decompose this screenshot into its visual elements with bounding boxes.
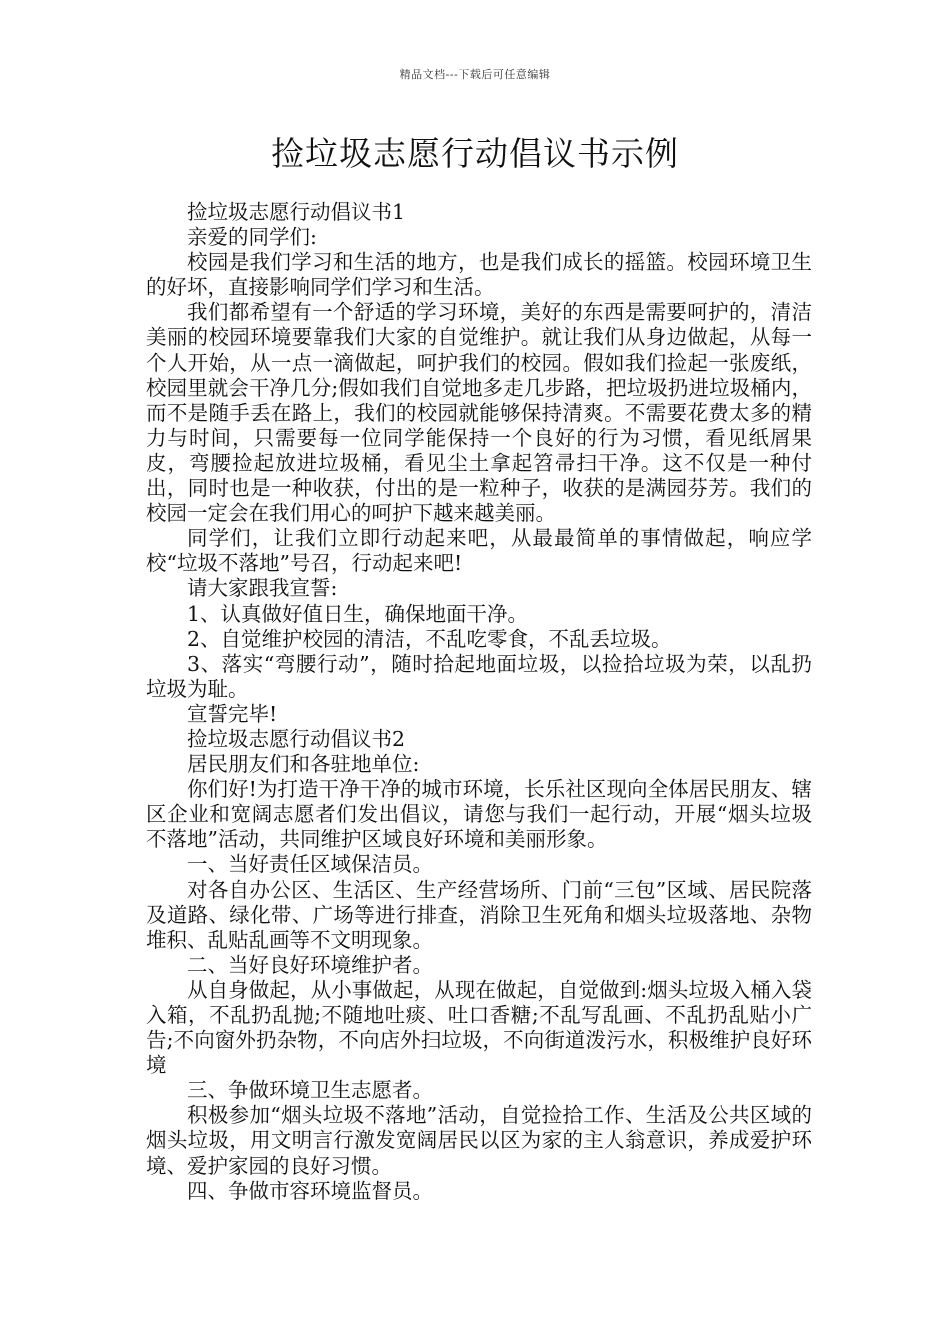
paragraph: 校园是我们学习和生活的地方，也是我们成长的摇篮。校园环境卫生的好坏，直接影响同学们学习和生活。 [146,250,812,300]
document-title: 捡垃圾志愿行动倡议书示例 [271,134,679,173]
paragraph: 同学们，让我们立即行动起来吧，从最最简单的事情做起，响应学校“垃圾不落地”号召，行动起来吧! [146,526,812,576]
paragraph: 四、争做市容环境监督员。 [187,1178,433,1203]
paragraph: 捡垃圾志愿行动倡议书2 [187,726,406,751]
paragraph: 宣誓完毕! [187,701,278,726]
paragraph: 积极参加“烟头垃圾不落地”活动，自觉捡拾工作、生活及公共区域的烟头垃圾，用文明言行激发宽阔居民以区为家的主人翁意识，养成爱护环境、爱护家园的良好习惯。 [146,1103,812,1178]
paragraph: 居民朋友们和各驻地单位: [187,752,420,777]
paragraph: 亲爱的同学们: [187,225,317,250]
document-body [146,200,812,1204]
paragraph: 你们好!为打造干净干净的城市环境，长乐社区现向全体居民朋友、辖区企业和宽阔志愿者们发出倡议，请您与我们一起行动，开展“烟头垃圾不落地”活动，共同维护区域良好环境和美丽形象。 [146,777,812,852]
paragraph: 三、争做环境卫生志愿者。 [187,1078,433,1103]
paragraph: 2、自觉维护校园的清洁，不乱吃零食，不乱丢垃圾。 [187,626,672,651]
paragraph: 从自身做起，从小事做起，从现在做起，自觉做到:烟头垃圾入桶入袋入箱，不乱扔乱抛;不随地吐痰、吐口香糖;不乱写乱画、不乱扔乱贴小广告;不向窗外扔杂物，不向店外扫垃圾，不向街道泼污水，积极维护良好环境 [146,977,812,1078]
paragraph: 请大家跟我宣誓: [187,576,338,601]
paragraph: 1、认真做好值日生，确保地面干净。 [187,601,529,626]
paragraph: 3、落实“弯腰行动”，随时拾起地面垃圾，以捡拾垃圾为荣，以乱扔垃圾为耻。 [146,651,812,701]
paragraph: 一、当好责任区域保洁员。 [187,852,433,877]
paragraph: 我们都希望有一个舒适的学习环境，美好的东西是需要呵护的，清洁美丽的校园环境要靠我们大家的自觉维护。就让我们从身边做起，从每一个人开始，从一点一滴做起，呵护我们的校园。假如我们捡起一张废纸，校园里就会干净几分;假如我们自觉地多走几步路，把垃圾扔进垃圾桶内，而不是随手丢在路上，我们的校园就能够保持清爽。不需要花费太多的精力与时间，只需要每一位同学能保持一个良好的行为习惯，看见纸屑果皮，弯腰捡起放进垃圾桶，看见尘土拿起笤帚扫干净。这不仅是一种付出，同时也是一种收获，付出的是一粒种子，收获的是满园芬芳。我们的校园一定会在我们用心的呵护下越来越美丽。 [146,300,812,526]
paragraph: 二、当好良好环境维护者。 [187,952,433,977]
header-note: 精品文档---下载后可任意编辑 [399,68,551,81]
paragraph: 捡垃圾志愿行动倡议书1 [187,200,406,224]
paragraph: 对各自办公区、生活区、生产经营场所、门前“三包”区域、居民院落及道路、绿化带、广场等进行排查，消除卫生死角和烟头垃圾落地、杂物堆积、乱贴乱画等不文明现象。 [146,877,812,952]
